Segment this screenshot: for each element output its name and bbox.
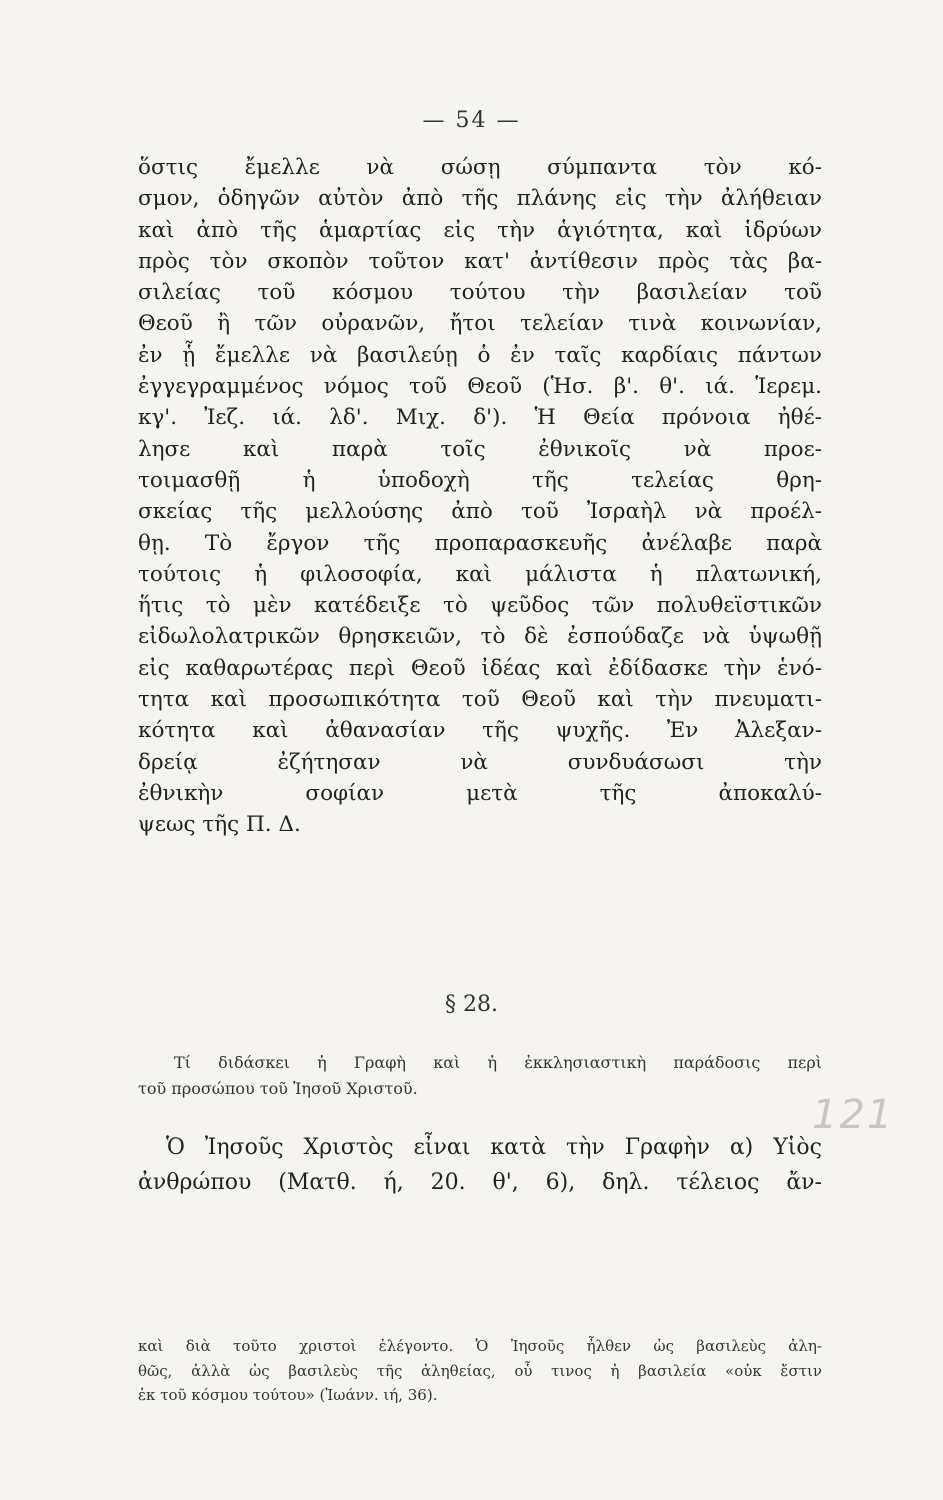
body-line: ἀνθρώπου (Ματθ. ή, 20. θ', 6), δηλ. τέλειος ἄν-	[138, 1170, 822, 1195]
page-number: — 54 —	[422, 108, 521, 133]
text-line: σκείας τῆς μελλούσης ἀπὸ τοῦ Ἰσραὴλ νὰ προέλ-	[138, 499, 822, 525]
text-line: λησε καὶ παρὰ τοῖς ἐθνικοῖς νὰ προε-	[138, 436, 822, 462]
text-line: Θεοῦ ἢ τῶν οὐρανῶν, ἤτοι τελείαν τινὰ κοινωνίαν,	[138, 311, 822, 337]
section-question	[138, 1050, 822, 1102]
footnote-line: ἐκ τοῦ κόσμου τούτου» (Ἰωάνν. ιή, 36).	[138, 1386, 438, 1404]
text-line: ἐθνικὴν σοφίαν μετὰ τῆς ἀποκαλύ-	[138, 780, 822, 806]
section-heading: § 28.	[445, 992, 498, 1017]
margin-annotation: 121	[812, 1092, 895, 1138]
text-line: ψεως τῆς Π. Δ.	[138, 812, 301, 838]
footnote	[138, 1334, 822, 1408]
text-line: κότητα καὶ ἀθανασίαν τῆς ψυχῆς. Ἐν Ἀλεξαν-	[138, 718, 822, 744]
text-line: σμον, ὁδηγῶν αὐτὸν ἀπὸ τῆς πλάνης εἰς τὴν ἀλήθειαν	[138, 186, 822, 212]
text-line: θῃ. Τὸ ἔργον τῆς προπαρασκευῆς ἀνέλαβε παρὰ	[138, 530, 822, 556]
text-line: ἐν ᾗ ἔμελλε νὰ βασιλεύῃ ὁ ἐν ταῖς καρδίαις πάντων	[138, 342, 822, 368]
main-text-block	[138, 152, 822, 841]
footnote-line: θῶς, ἀλλὰ ὡς βασιλεὺς τῆς ἀληθείας, οὗ τινος ἡ βασιλεία «οὐκ ἔστιν	[138, 1361, 822, 1380]
text-line: σιλείας τοῦ κόσμου τούτου τὴν βασιλείαν τοῦ	[138, 280, 822, 306]
text-line: ἐγγεγραμμένος νόμος τοῦ Θεοῦ (Ἡσ. β'. θ'. ιά. Ἱερεμ.	[138, 374, 822, 400]
text-line: τοιμασθῇ ἡ ὑποδοχὴ τῆς τελείας θρη-	[138, 467, 822, 493]
text-line: ὅστις ἔμελλε νὰ σώσῃ σύμπαντα τὸν κό-	[138, 155, 822, 180]
text-line: δρείᾳ ἐζήτησαν νὰ συνδυάσωσι τὴν	[138, 749, 822, 775]
text-line: τητα καὶ προσωπικότητα τοῦ Θεοῦ καὶ τὴν πνευματι-	[138, 687, 822, 713]
question-line: τοῦ προσώπου τοῦ Ἰησοῦ Χριστοῦ.	[138, 1079, 418, 1098]
text-line: πρὸς τὸν σκοπὸν τοῦτον κατ' ἀντίθεσιν πρὸς τὰς βα-	[138, 248, 822, 274]
text-line: τούτοις ἡ φιλοσοφία, καὶ μάλιστα ἡ πλατωνική,	[138, 561, 822, 587]
text-line: καὶ ἀπὸ τῆς ἁμαρτίας εἰς τὴν ἁγιότητα, καὶ ἱδρύων	[138, 217, 822, 243]
section-body	[138, 1130, 822, 1200]
text-line: εἰδωλολατρικῶν θρησκειῶν, τὸ δὲ ἐσπούδαζε νὰ ὑψωθῇ	[138, 624, 822, 650]
text-line: εἰς καθαρωτέρας περὶ Θεοῦ ἰδέας καὶ ἐδίδασκε τὴν ἑνό-	[138, 655, 822, 681]
question-line: Τί διδάσκει ἡ Γραφὴ καὶ ἡ ἐκκλησιαστικὴ παράδοσις περὶ	[174, 1053, 822, 1072]
text-line: ἥτις τὸ μὲν κατέδειξε τὸ ψεῦδος τῶν πολυθεϊστικῶν	[138, 593, 822, 619]
footnote-line: καὶ διὰ τοῦτο χριστοὶ ἐλέγοντο. Ὁ Ἰησοῦς ἦλθεν ὡς βασιλεὺς ἀλη-	[138, 1337, 822, 1355]
text-line: κγ'. Ἰεζ. ιά. λδ'. Μιχ. δ'). Ἡ Θεία πρόνοια ἠθέ-	[138, 405, 822, 431]
body-line: Ὁ Ἰησοῦς Χριστὸς εἶναι κατὰ τὴν Γραφὴν α) Υἱὸς	[166, 1135, 822, 1160]
